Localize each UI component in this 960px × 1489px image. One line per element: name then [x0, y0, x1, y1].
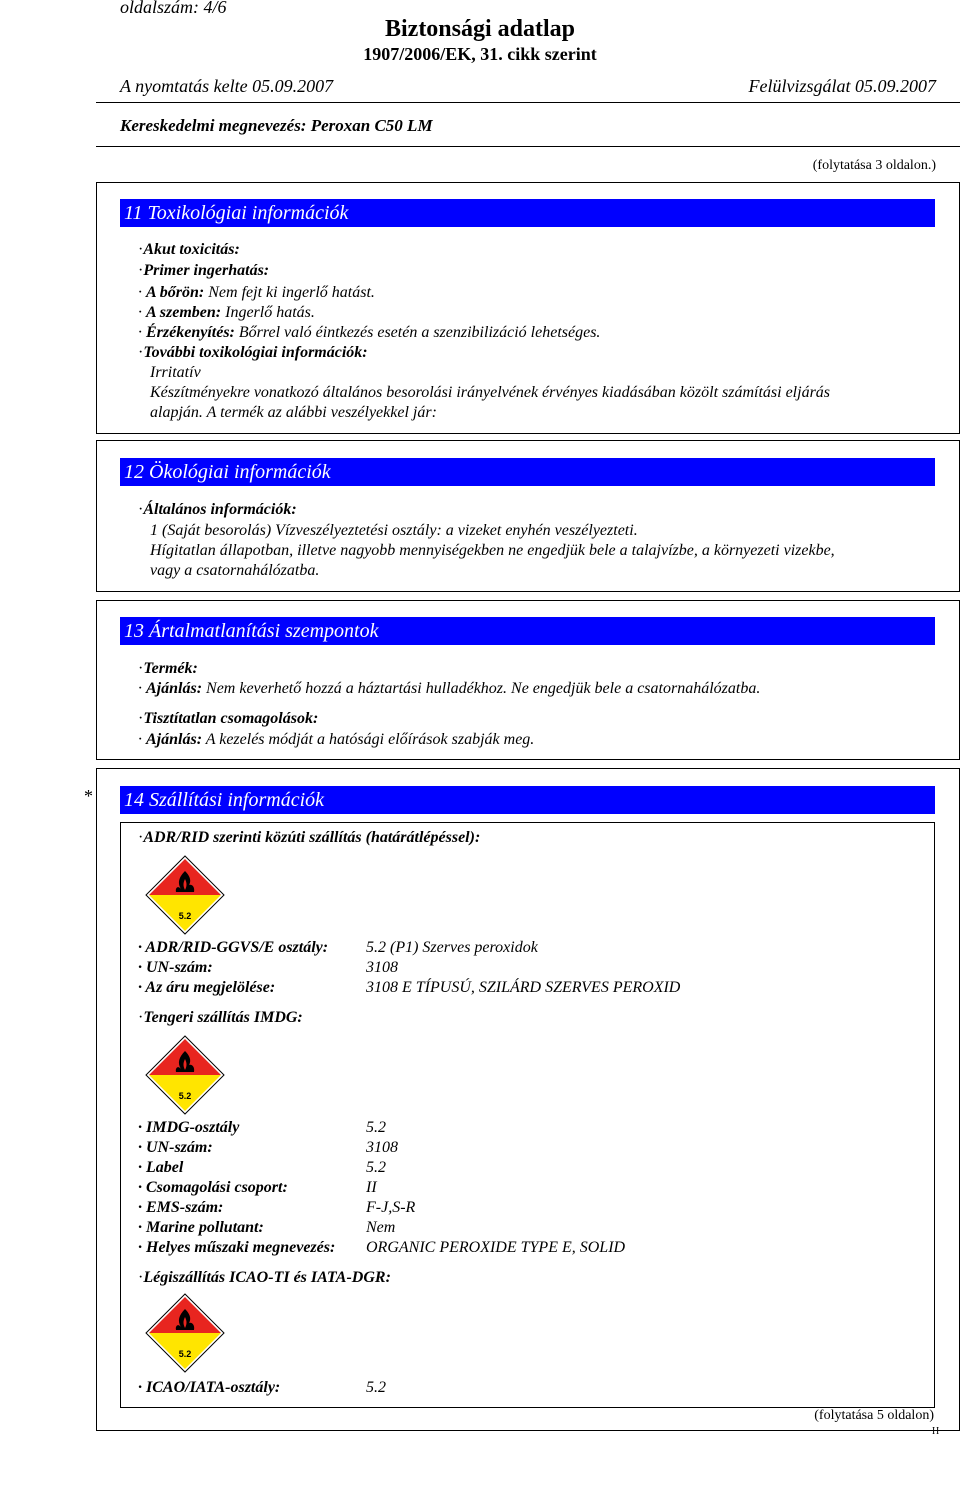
transport-row-label-wrap: · Label: [138, 1159, 184, 1176]
transport-row: [138, 939, 538, 957]
section-13-title: 13 Ártalmatlanítási szempontok: [120, 617, 935, 645]
transport-row-value: F-J,S-R: [366, 1199, 416, 1216]
transport-row-value: 5.2: [366, 1379, 386, 1396]
transport-row-value: ORGANIC PEROXIDE TYPE E, SOLID: [366, 1239, 626, 1256]
transport-row: [138, 979, 681, 997]
packaging-label: · Tisztítatlan csomagolások:: [138, 710, 318, 728]
product-label: · Termék:: [138, 660, 198, 678]
hazard-label-text: 5.2: [178, 911, 192, 921]
recommendation-value: Nem keverhető hozzá a háztartási hulladékhoz. Ne engedjük bele a csatornahálózatba.: [206, 680, 761, 697]
transport-row: [138, 1199, 416, 1217]
transport-row: [138, 1379, 386, 1397]
transport-row-label-wrap: · EMS-szám:: [138, 1199, 224, 1216]
eco-line-1: 1 (Saját besorolás) Vízveszélyeztetési osztály: a vizeket enyhén veszélyezteti.: [150, 522, 638, 539]
transport-row-label: Helyes műszaki megnevezés:: [146, 1239, 336, 1256]
transport-row-label: Marine pollutant:: [146, 1219, 264, 1236]
print-date: A nyomtatás kelte 05.09.2007: [120, 76, 334, 96]
transport-row-label: ADR/RID-GGVS/E osztály:: [145, 939, 329, 956]
transport-row-label: UN-szám:: [146, 1139, 213, 1156]
organic-peroxide-hazard-icon: [145, 855, 225, 935]
document-subtitle: 1907/2006/EK, 31. cikk szerint: [363, 44, 597, 64]
organic-peroxide-hazard-icon: [145, 1293, 225, 1373]
general-info-label: · Általános információk:: [138, 501, 297, 519]
revision-date: Felülvizsgálat 05.09.2007: [748, 76, 936, 96]
transport-row-value: Nem: [366, 1219, 396, 1236]
transport-row-label: Label: [146, 1159, 184, 1176]
transport-row-label-wrap: · Marine pollutant:: [138, 1219, 264, 1236]
transport-row-value: 3108 E TÍPUSÚ, SZILÁRD SZERVES PEROXID: [366, 979, 681, 996]
transport-row-value: 5.2 (P1) Szerves peroxidok: [366, 939, 538, 956]
primary-irritation-label: · Primer ingerhatás:: [138, 262, 269, 280]
further-info-line-1: Irritatív: [150, 364, 201, 381]
imdg-heading: · Tengeri szállítás IMDG:: [138, 1009, 303, 1027]
transport-row-label-wrap: · Helyes műszaki megnevezés:: [138, 1239, 336, 1256]
skin-value: Nem fejt ki ingerlő hatást.: [208, 284, 375, 301]
transport-row-value: 5.2: [366, 1119, 386, 1136]
adr-heading: · ADR/RID szerinti közúti szállítás (határátlépéssel):: [138, 829, 480, 847]
iata-heading: · Légiszállítás ICAO-TI és IATA-DGR:: [138, 1269, 391, 1287]
recommendation-2-label: Ajánlás:: [146, 731, 203, 748]
transport-row-label: IMDG-osztály: [146, 1119, 240, 1136]
eye-value: Ingerlő hatás.: [225, 304, 315, 321]
transport-row-label-wrap: · UN-szám:: [138, 1139, 213, 1156]
transport-row-label-wrap: · UN-szám:: [138, 959, 213, 976]
hazard-label-text: 5.2: [178, 1349, 192, 1359]
further-info-line-3: alapján. A termék az alábbi veszélyekkel jár:: [150, 404, 437, 421]
document-title: Biztonsági adatlap: [384, 16, 576, 42]
recommendation-row: · Ajánlás: Nem keverhető hozzá a háztartási hulladékhoz. Ne engedjük bele a csatornahálózatba.: [138, 680, 761, 697]
transport-row: [138, 1119, 386, 1137]
transport-row-value: 3108: [366, 959, 398, 976]
transport-row-label-wrap: · ADR/RID-GGVS/E osztály:: [138, 939, 329, 956]
section-12-title: 12 Ökológiai információk: [120, 458, 935, 486]
eye-label: A szemben:: [146, 304, 222, 321]
transport-row-label-wrap: · ICAO/IATA-osztály:: [138, 1379, 281, 1396]
transport-row-value: 5.2: [366, 1159, 386, 1176]
skin-row: · A bőrön: Nem fejt ki ingerlő hatást.: [138, 284, 375, 301]
transport-inner-box: [120, 822, 935, 1408]
change-marker: *: [84, 786, 93, 806]
transport-row-label: UN-szám:: [146, 959, 213, 976]
hazard-label-text: 5.2: [178, 1091, 192, 1101]
recommendation-2-value: A kezelés módját a hatósági előírások szabják meg.: [205, 731, 535, 748]
sensitization-label: Érzékenyítés:: [146, 324, 235, 341]
recommendation-label: Ajánlás:: [146, 680, 203, 697]
further-info-label: · További toxikológiai információk:: [138, 344, 368, 362]
footer-mark: H: [932, 1426, 940, 1437]
eye-row: · A szemben: Ingerlő hatás.: [138, 304, 315, 321]
sensitization-value: Bőrrel való éintkezés esetén a szenzibilizáció lehetséges.: [238, 324, 601, 341]
further-info-line-2: Készítményekre vonatkozó általános besorolási irányelvének érvényes kiadásában közölt számítási eljárás: [150, 384, 831, 401]
page-number: oldalszám: 4/6: [120, 0, 227, 17]
section-11-title: 11 Toxikológiai információk: [120, 199, 935, 227]
transport-row-label-wrap: · Az áru megjelölése:: [138, 979, 276, 996]
sensitization-row: · Érzékenyítés: Bőrrel való éintkezés esetén a szenzibilizáció lehetséges.: [138, 324, 601, 341]
section-14-title: 14 Szállítási információk: [120, 786, 935, 814]
continued-to: (folytatása 5 oldalon): [814, 1408, 934, 1423]
header-divider-2: [96, 146, 960, 147]
eco-line-2: Hígitatlan állapotban, illetve nagyobb mennyiségekben ne engedjük bele a talajvízbe, a környezeti vizekbe,: [150, 542, 835, 559]
skin-label: A bőrön:: [146, 284, 205, 301]
transport-row-value: II: [366, 1179, 377, 1196]
eco-line-3: vagy a csatornahálózatba.: [150, 562, 320, 579]
transport-row-label: ICAO/IATA-osztály:: [146, 1379, 281, 1396]
transport-row-label: Az áru megjelölése:: [145, 979, 276, 996]
header-divider: [96, 102, 960, 103]
transport-row: [138, 1159, 386, 1177]
recommendation-2-row: · Ajánlás: A kezelés módját a hatósági előírások szabják meg.: [138, 731, 535, 748]
transport-row-label-wrap: · Csomagolási csoport:: [138, 1179, 288, 1196]
transport-row-label: Csomagolási csoport:: [146, 1179, 288, 1196]
trade-name: Kereskedelmi megnevezés: Peroxan C50 LM: [120, 116, 433, 135]
transport-row-value: 3108: [366, 1139, 398, 1156]
transport-row-label: EMS-szám:: [146, 1199, 224, 1216]
transport-row: [138, 1139, 398, 1157]
continued-from: (folytatása 3 oldalon.): [812, 158, 936, 173]
transport-row-label-wrap: · IMDG-osztály: [138, 1119, 240, 1136]
acute-toxicity-label: · Akut toxicitás:: [138, 241, 240, 259]
transport-row: [138, 1239, 626, 1257]
transport-row: [138, 959, 398, 977]
transport-row: [138, 1179, 377, 1197]
organic-peroxide-hazard-icon: [145, 1035, 225, 1115]
transport-row: [138, 1219, 396, 1237]
